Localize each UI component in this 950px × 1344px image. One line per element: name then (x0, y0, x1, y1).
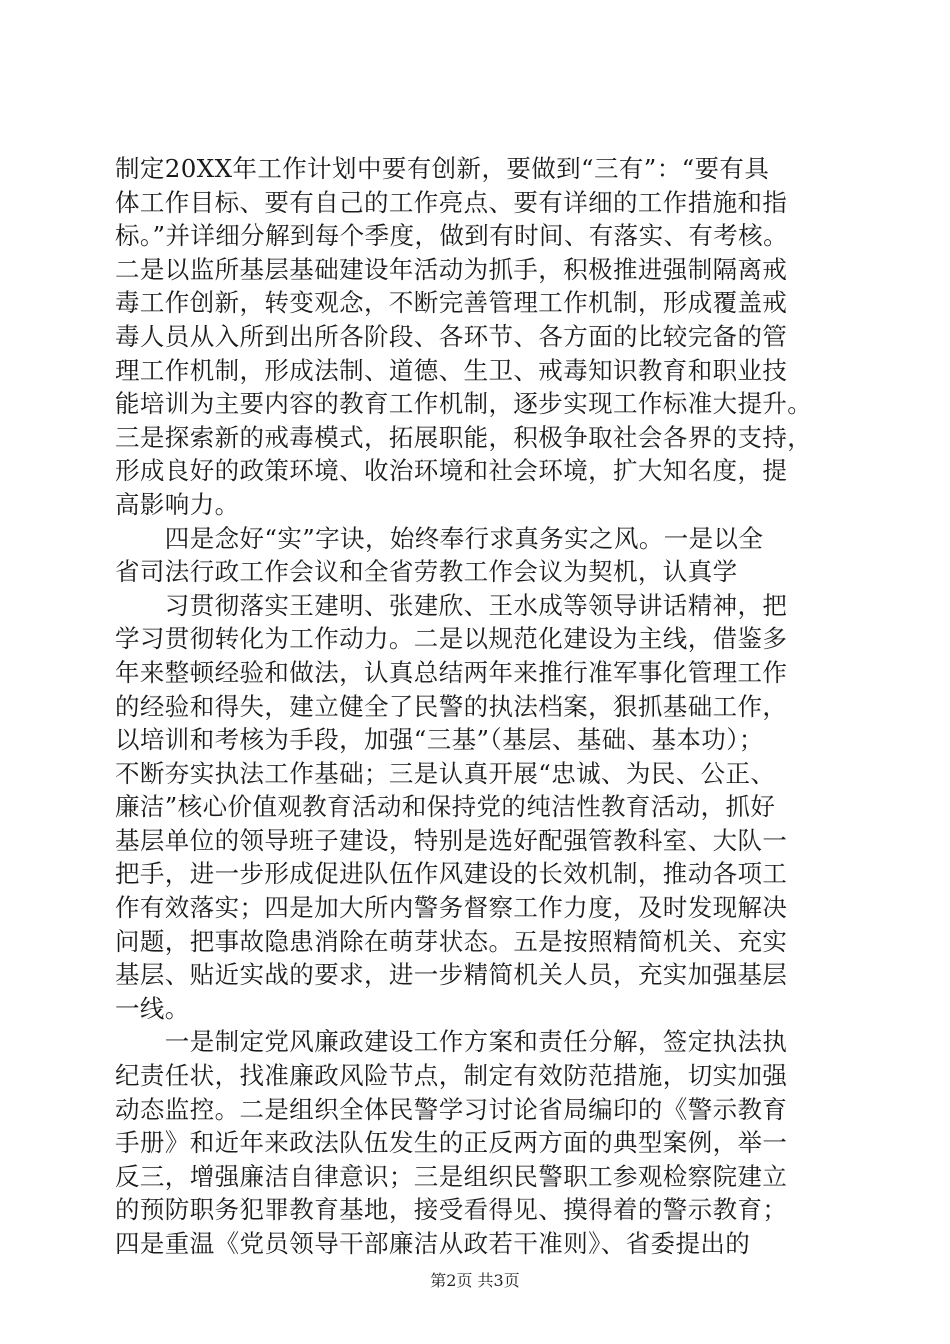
text-line: 学习贯彻转化为工作动力。二是以规范化建设为主线，借鉴多 (115, 624, 788, 654)
text-line: 理工作机制，形成法制、道德、生卫、戒毒知识教育和职业技 (115, 355, 788, 385)
text-line: 毒工作创新，转变观念，不断完善管理工作机制，形成覆盖戒 (115, 288, 788, 318)
text-line: 一是制定党风廉政建设工作方案和责任分解，签定执法执 (115, 1027, 788, 1057)
text-line: 体工作目标、要有自己的工作亮点、要有详细的工作措施和指 (115, 187, 788, 217)
text-line: 的预防职务犯罪教育基地，接受看得见、摸得着的警示教育； (115, 1195, 788, 1225)
text-line: 基层单位的领导班子建设，特别是选好配强管教科室、大队一 (115, 825, 788, 855)
text-line: 能培训为主要内容的教育工作机制，逐步实现工作标准大提升。 (115, 389, 813, 419)
text-line: 不断夯实执法工作基础；三是认真开展“忠诚、为民、公正、 (115, 758, 776, 788)
text-line: 二是以监所基层基础建设年活动为抓手，积极推进强制隔离戒 (115, 254, 788, 284)
text-line: 毒人员从入所到出所各阶段、各环节、各方面的比较完备的管 (115, 321, 788, 351)
text-line: 问题，把事故隐患消除在萌芽状态。五是按照精简机关、充实 (115, 926, 788, 956)
text-line: 四是念好“实”字诀，始终奉行求真务实之风。一是以全 (115, 523, 764, 553)
text-line: 年来整顿经验和做法，认真总结两年来推行准军事化管理工作 (115, 657, 788, 687)
text-line: 高影响力。 (115, 489, 240, 519)
body-text (115, 152, 855, 1261)
text-line: 以培训和考核为手段，加强“三基”（基层、基础、基本功）； (115, 725, 764, 755)
text-line: 作有效落实；四是加大所内警务督察工作力度，及时发现解决 (115, 893, 788, 923)
text-line: 纪责任状，找准廉政风险节点，制定有效防范措施，切实加强 (115, 1061, 788, 1091)
page-footer (0, 1268, 950, 1291)
text-line: 制定20XX年工作计划中要有创新，要做到“三有”：“要有具 (115, 154, 770, 183)
text-line: 把手，进一步形成促进队伍作风建设的长效机制，推动各项工 (115, 859, 788, 889)
text-line: 形成良好的政策环境、收治环境和社会环境，扩大知名度，提 (115, 456, 788, 486)
text-line: 基层、贴近实战的要求，进一步精简机关人员，充实加强基层 (115, 960, 788, 990)
text-line: 习贯彻落实王建明、张建欣、王水成等领导讲话精神，把 (115, 590, 788, 620)
text-line: 廉洁”核心价值观教育活动和保持党的纯洁性教育活动，抓好 (115, 792, 776, 822)
text-line: 动态监控。二是组织全体民警学习讨论省局编印的《警示教育 (115, 1094, 788, 1124)
page-number-label: 第2页 共3页 (430, 1271, 520, 1290)
text-line: 省司法行政工作会议和全省劳教工作会议为契机，认真学 (115, 557, 738, 587)
text-line: 的经验和得失，建立健全了民警的执法档案，狠抓基础工作， (115, 691, 788, 721)
text-line: 手册》和近年来政法队伍发生的正反两方面的典型案例，举一 (115, 1128, 788, 1158)
text-line: 标。”并详细分解到每个季度，做到有时间、有落实、有考核。 (115, 221, 788, 251)
text-line: 一线。 (115, 993, 190, 1023)
text-line: 三是探索新的戒毒模式，拓展职能，积极争取社会各界的支持， (115, 422, 813, 452)
text-line: 四是重温《党员领导干部廉洁从政若干准则》、省委提出的 (115, 1229, 751, 1258)
text-line: 反三，增强廉洁自律意识；三是组织民警职工参观检察院建立 (115, 1161, 788, 1191)
